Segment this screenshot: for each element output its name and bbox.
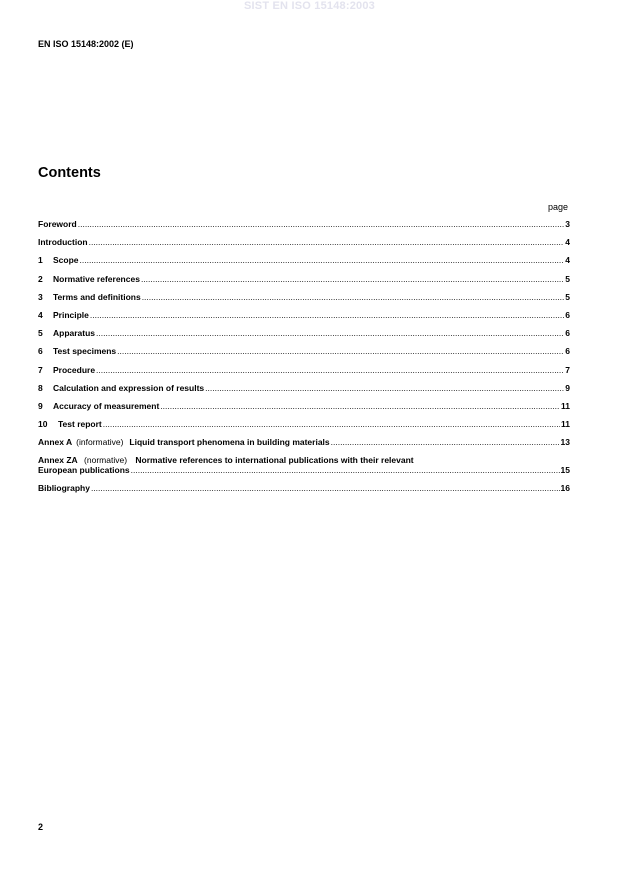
dot-leader bbox=[90, 310, 564, 320]
document-identifier: EN ISO 15148:2002 (E) bbox=[38, 39, 134, 49]
toc-entry-number: 10 bbox=[38, 419, 48, 430]
toc-entry-annex-za[interactable] bbox=[38, 455, 570, 476]
toc-entry-annex-a[interactable] bbox=[38, 437, 570, 455]
toc-entry-title: Foreword bbox=[38, 219, 77, 229]
dot-leader bbox=[117, 346, 564, 356]
toc-entry-page: 15 bbox=[560, 465, 570, 476]
annex-label: Annex ZA bbox=[38, 455, 78, 466]
toc-entry-principle[interactable] bbox=[38, 310, 570, 328]
toc-entry-title-continued: European publications bbox=[38, 465, 130, 476]
dot-leader bbox=[96, 328, 564, 338]
dot-leader bbox=[205, 383, 564, 393]
dot-leader bbox=[89, 237, 565, 247]
page-column-label: page bbox=[547, 202, 568, 212]
toc-entry-apparatus[interactable] bbox=[38, 328, 570, 346]
toc-entry-page: 3 bbox=[565, 219, 570, 229]
dot-leader bbox=[96, 365, 564, 375]
toc-entry-introduction[interactable] bbox=[38, 237, 570, 255]
toc-entry-number: 9 bbox=[38, 400, 43, 411]
toc-entry-foreword[interactable] bbox=[38, 219, 570, 237]
page-title: Contents bbox=[38, 165, 101, 181]
toc-entry-page: 4 bbox=[565, 237, 570, 248]
toc-entry-procedure[interactable] bbox=[38, 365, 570, 383]
dot-leader bbox=[142, 292, 565, 302]
toc-entry-number: 7 bbox=[38, 364, 43, 375]
toc-entry-title: Normative references bbox=[53, 273, 140, 284]
toc-entry-number: 8 bbox=[38, 382, 43, 393]
toc-entry-page: 16 bbox=[560, 483, 570, 494]
toc-entry-number: 1 bbox=[38, 255, 43, 266]
dot-leader bbox=[160, 401, 560, 411]
watermark: SIST EN ISO 15148:2003 bbox=[244, 0, 375, 12]
annex-za-first-line bbox=[38, 455, 570, 465]
toc-entry-number: 2 bbox=[38, 273, 43, 284]
toc-entry-accuracy[interactable] bbox=[38, 401, 570, 419]
toc-entry-terms-and-definitions[interactable] bbox=[38, 292, 570, 310]
annex-type: (informative) bbox=[76, 437, 124, 448]
toc-entry-title: Accuracy of measurement bbox=[53, 400, 160, 411]
dot-leader bbox=[80, 255, 565, 265]
toc-entry-title: Introduction bbox=[38, 237, 88, 248]
toc-entry-title: Test report bbox=[58, 419, 102, 430]
toc-entry-page: 13 bbox=[560, 437, 570, 448]
toc-entry-page: 6 bbox=[565, 346, 570, 357]
dot-leader bbox=[331, 437, 560, 447]
toc-entry-page: 6 bbox=[565, 309, 570, 320]
toc-entry-title: Scope bbox=[53, 255, 79, 266]
toc-entry-bibliography[interactable] bbox=[38, 483, 570, 501]
toc-entry-page: 7 bbox=[565, 364, 570, 375]
toc-entry-page: 5 bbox=[565, 291, 570, 302]
toc-entry-page: 9 bbox=[565, 382, 570, 393]
dot-leader bbox=[91, 483, 560, 493]
toc-entry-number: 5 bbox=[38, 328, 43, 339]
toc-entry-page: 11 bbox=[561, 400, 570, 411]
annex-label: Annex A bbox=[38, 437, 73, 448]
annex-za-second-line bbox=[38, 465, 570, 476]
toc-entry-calculation[interactable] bbox=[38, 383, 570, 401]
toc-entry-page: 6 bbox=[565, 328, 570, 339]
toc-entry-test-report[interactable] bbox=[38, 419, 570, 437]
toc-entry-page: 5 bbox=[565, 273, 570, 284]
dot-leader bbox=[78, 219, 565, 229]
toc-entry-scope[interactable] bbox=[38, 255, 570, 273]
table-of-contents bbox=[38, 219, 570, 502]
toc-entry-normative-references[interactable] bbox=[38, 274, 570, 292]
toc-entry-number: 3 bbox=[38, 291, 43, 302]
toc-entry-page: 4 bbox=[565, 255, 570, 266]
toc-entry-title: Test specimens bbox=[53, 346, 117, 357]
toc-entry-page: 11 bbox=[561, 419, 570, 430]
toc-entry-title: Normative references to international publications with their relevant bbox=[135, 455, 414, 466]
dot-leader bbox=[131, 465, 560, 476]
toc-entry-test-specimens[interactable] bbox=[38, 346, 570, 364]
toc-entry-number: 6 bbox=[38, 346, 43, 357]
toc-entry-title: Bibliography bbox=[38, 483, 90, 494]
toc-entry-title: Calculation and expression of results bbox=[53, 382, 205, 393]
toc-entry-title: Procedure bbox=[53, 364, 96, 375]
toc-entry-title: Liquid transport phenomena in building materials bbox=[129, 437, 330, 448]
toc-entry-number: 4 bbox=[38, 309, 43, 320]
toc-entry-title: Principle bbox=[53, 309, 89, 320]
dot-leader bbox=[141, 274, 564, 284]
dot-leader bbox=[103, 419, 560, 429]
page-number: 2 bbox=[38, 822, 44, 832]
toc-entry-title: Terms and definitions bbox=[53, 291, 141, 302]
annex-type: (normative) bbox=[84, 455, 128, 466]
toc-entry-title: Apparatus bbox=[53, 328, 96, 339]
